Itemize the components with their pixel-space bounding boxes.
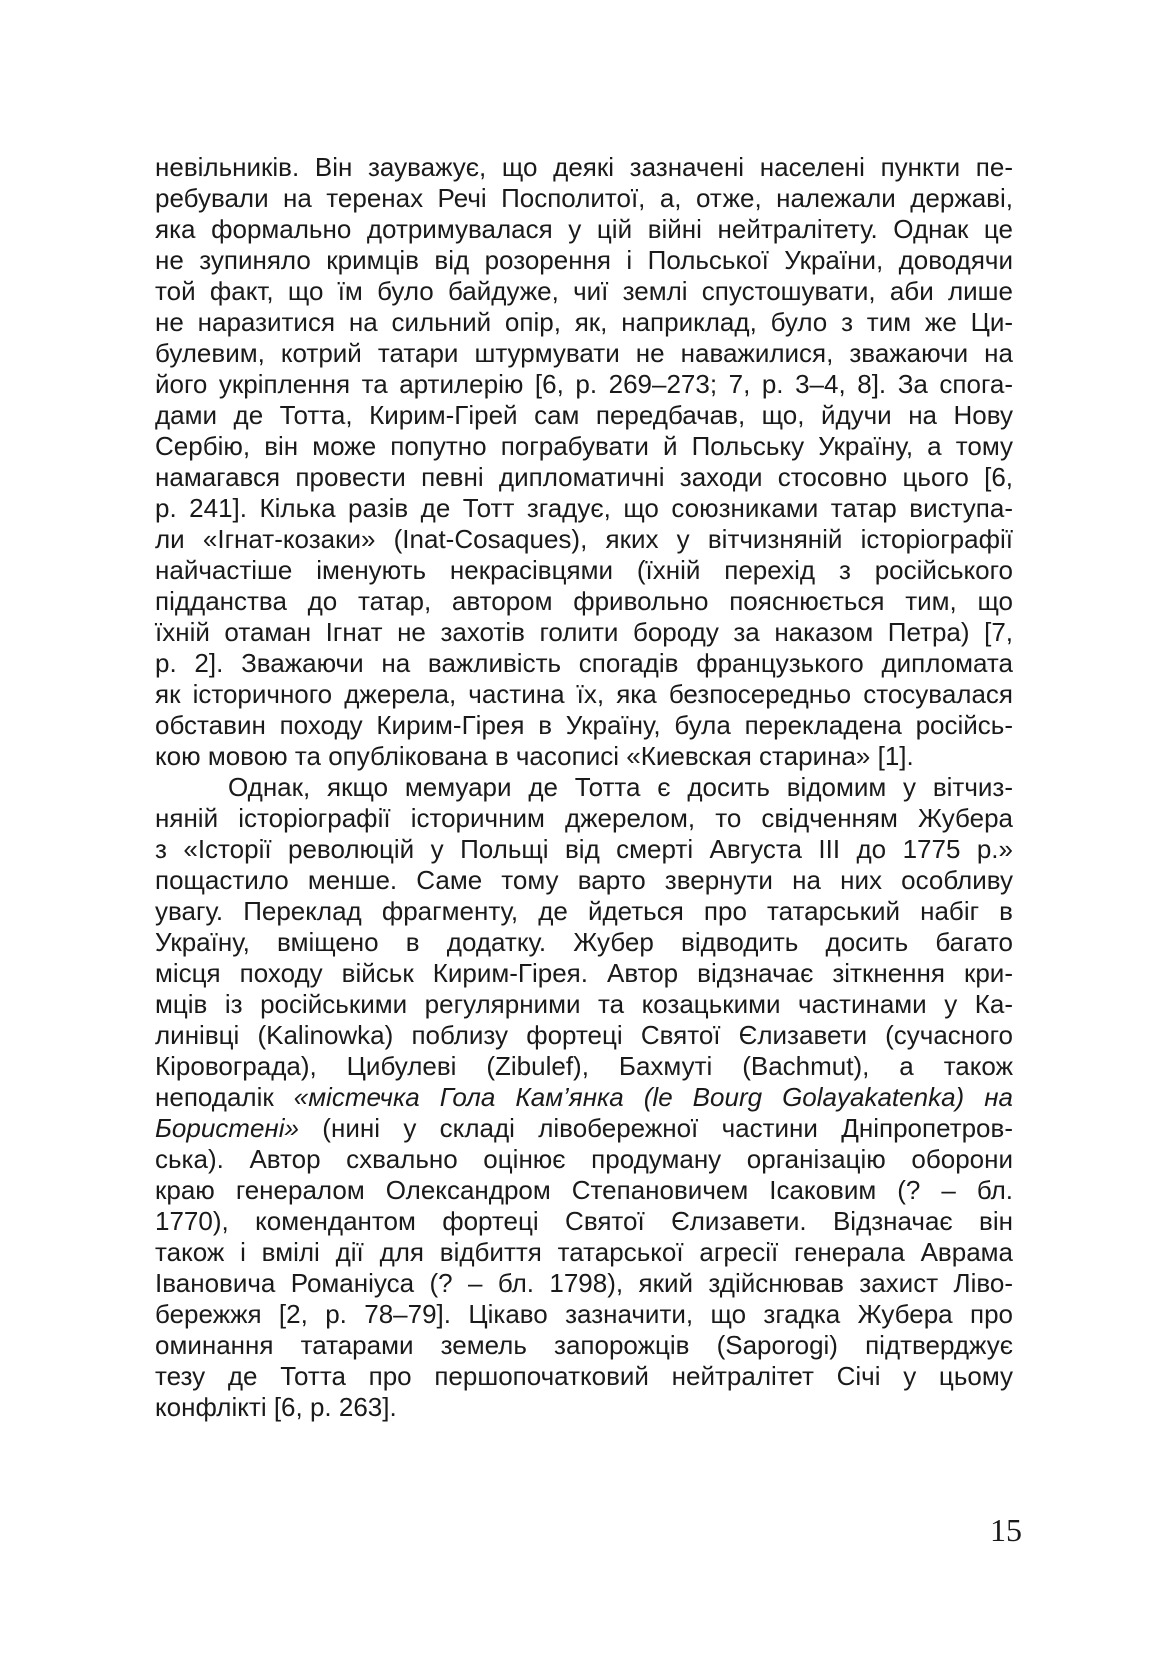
text-line: p. 241]. Кілька разів де Тотт згадує, що союзниками татар виступа-: [155, 493, 1013, 523]
text-line: Сербію, він може попутно пограбувати й Польську Україну, а тому: [155, 431, 1013, 461]
text-line: Івановича Романіуса (? – бл. 1798), який здійснював захист Ліво-: [155, 1268, 1013, 1298]
text-line: няній історіографії історичним джерелом, то свідченням Жубера: [155, 803, 1013, 833]
text-line: його укріплення та артилерію [6, p. 269–273; 7, p. 3–4, 8]. За спога-: [155, 369, 1013, 399]
text-line: невільників. Він зауважує, що деякі зазначені населені пункти пе-: [155, 152, 1013, 182]
paragraph-1: [155, 152, 1013, 772]
text-line: яка формально дотримувалася у цій війні нейтралітету. Однак це: [155, 214, 1013, 244]
text-line-mixed: [155, 1113, 1013, 1144]
text-line: ребували на теренах Речі Посполитої, а, отже, належали державі,: [155, 183, 1013, 213]
text-line: найчастіше іменують некрасівцями (їхній перехід з російського: [155, 555, 1013, 585]
page-number: 15: [990, 1512, 1022, 1548]
text-line: Україну, вміщено в додатку. Жубер відводить досить багато: [155, 927, 1013, 957]
italic-quote-segment: «містечка Гола Кам’янка (le Bourg Golayakatenka) на: [293, 1082, 1013, 1112]
text-line: їхній отаман Ігнат не захотів голити бороду за наказом Петра) [7,: [155, 617, 1013, 647]
text-line: линівці (Kalinowka) поблизу фортеці Святої Єлизавети (сучасного: [155, 1020, 1013, 1050]
text-line: з «Історії революцій у Польщі від смерті Августа III до 1775 р.»: [155, 834, 1013, 864]
text-line: тезу де Тотта про першопочатковий нейтралітет Січі у цьому: [155, 1361, 1013, 1391]
text-line: оминання татарами земель запорожців (Saporogi) підтверджує: [155, 1330, 1013, 1360]
text-line: p. 2]. Зважаючи на важливість спогадів французького дипломата: [155, 648, 1013, 678]
text-segment: неподалік: [155, 1082, 294, 1112]
text-line: дами де Тотта, Кирим-Гірей сам передбачав, що, йдучи на Нову: [155, 400, 1013, 430]
text-line: пощастило менше. Саме тому варто звернути на них особливу: [155, 865, 1013, 895]
text-line: 1770), комендантом фортеці Святої Єлизавети. Відзначає він: [155, 1206, 1013, 1236]
text-line: Кіровограда), Цибулеві (Zibulef), Бахмуті (Bachmut), а також: [155, 1051, 1013, 1081]
text-segment: (нині у складі лівобережної частини Дніпропетров-: [298, 1113, 1013, 1143]
text-line: місця походу військ Кирим-Гірея. Автор відзначає зіткнення кри-: [155, 958, 1013, 988]
text-line-mixed: [155, 1082, 1013, 1113]
text-line: підданства до татар, автором фривольно пояснюється тим, що: [155, 586, 1013, 616]
text-line: булевим, котрий татари штурмувати не наважилися, зважаючи на: [155, 338, 1013, 368]
text-line: увагу. Переклад фрагменту, де йдеться про татарський набіг в: [155, 896, 1013, 926]
paragraph-2: [155, 772, 1013, 1423]
text-line: обставин походу Кирим-Гірея в Україну, була перекладена російсь-: [155, 710, 1013, 740]
body-text: [155, 152, 1013, 1423]
text-line: мців із російськими регулярними та козацькими частинами у Ка-: [155, 989, 1013, 1019]
text-line: не наразитися на сильний опір, як, наприклад, було з тим же Ци-: [155, 307, 1013, 337]
text-line: Однак, якщо мемуари де Тотта є досить відомим у вітчиз-: [228, 772, 1013, 802]
text-line: конфлікті [6, p. 263].: [155, 1392, 397, 1422]
text-line: намагався провести певні дипломатичні заходи стосовно цього [6,: [155, 462, 1013, 492]
text-line: також і вмілі дії для відбиття татарської агресії генерала Аврама: [155, 1237, 1013, 1267]
text-line: кою мовою та опублікована в часописі «Киевская старина» [1].: [155, 741, 914, 771]
text-line: ська). Автор схвально оцінює продуману організацію оборони: [155, 1144, 1013, 1174]
text-line: той факт, що їм було байдуже, чиї землі спустошувати, аби лише: [155, 276, 1013, 306]
text-line: ли «Ігнат-козаки» (Inat-Cosaques), яких у вітчизняній історіографії: [155, 524, 1013, 554]
text-line: бережжя [2, p. 78–79]. Цікаво зазначити, що згадка Жубера про: [155, 1299, 1013, 1329]
text-line: не зупиняло кримців від розорення і Польської України, доводячи: [155, 245, 1013, 275]
text-line: як історичного джерела, частина їх, яка безпосередньо стосувалася: [155, 679, 1013, 709]
text-line: краю генералом Олександром Степановичем Ісаковим (? – бл.: [155, 1175, 1013, 1205]
italic-quote-segment: Бористені»: [155, 1113, 299, 1143]
